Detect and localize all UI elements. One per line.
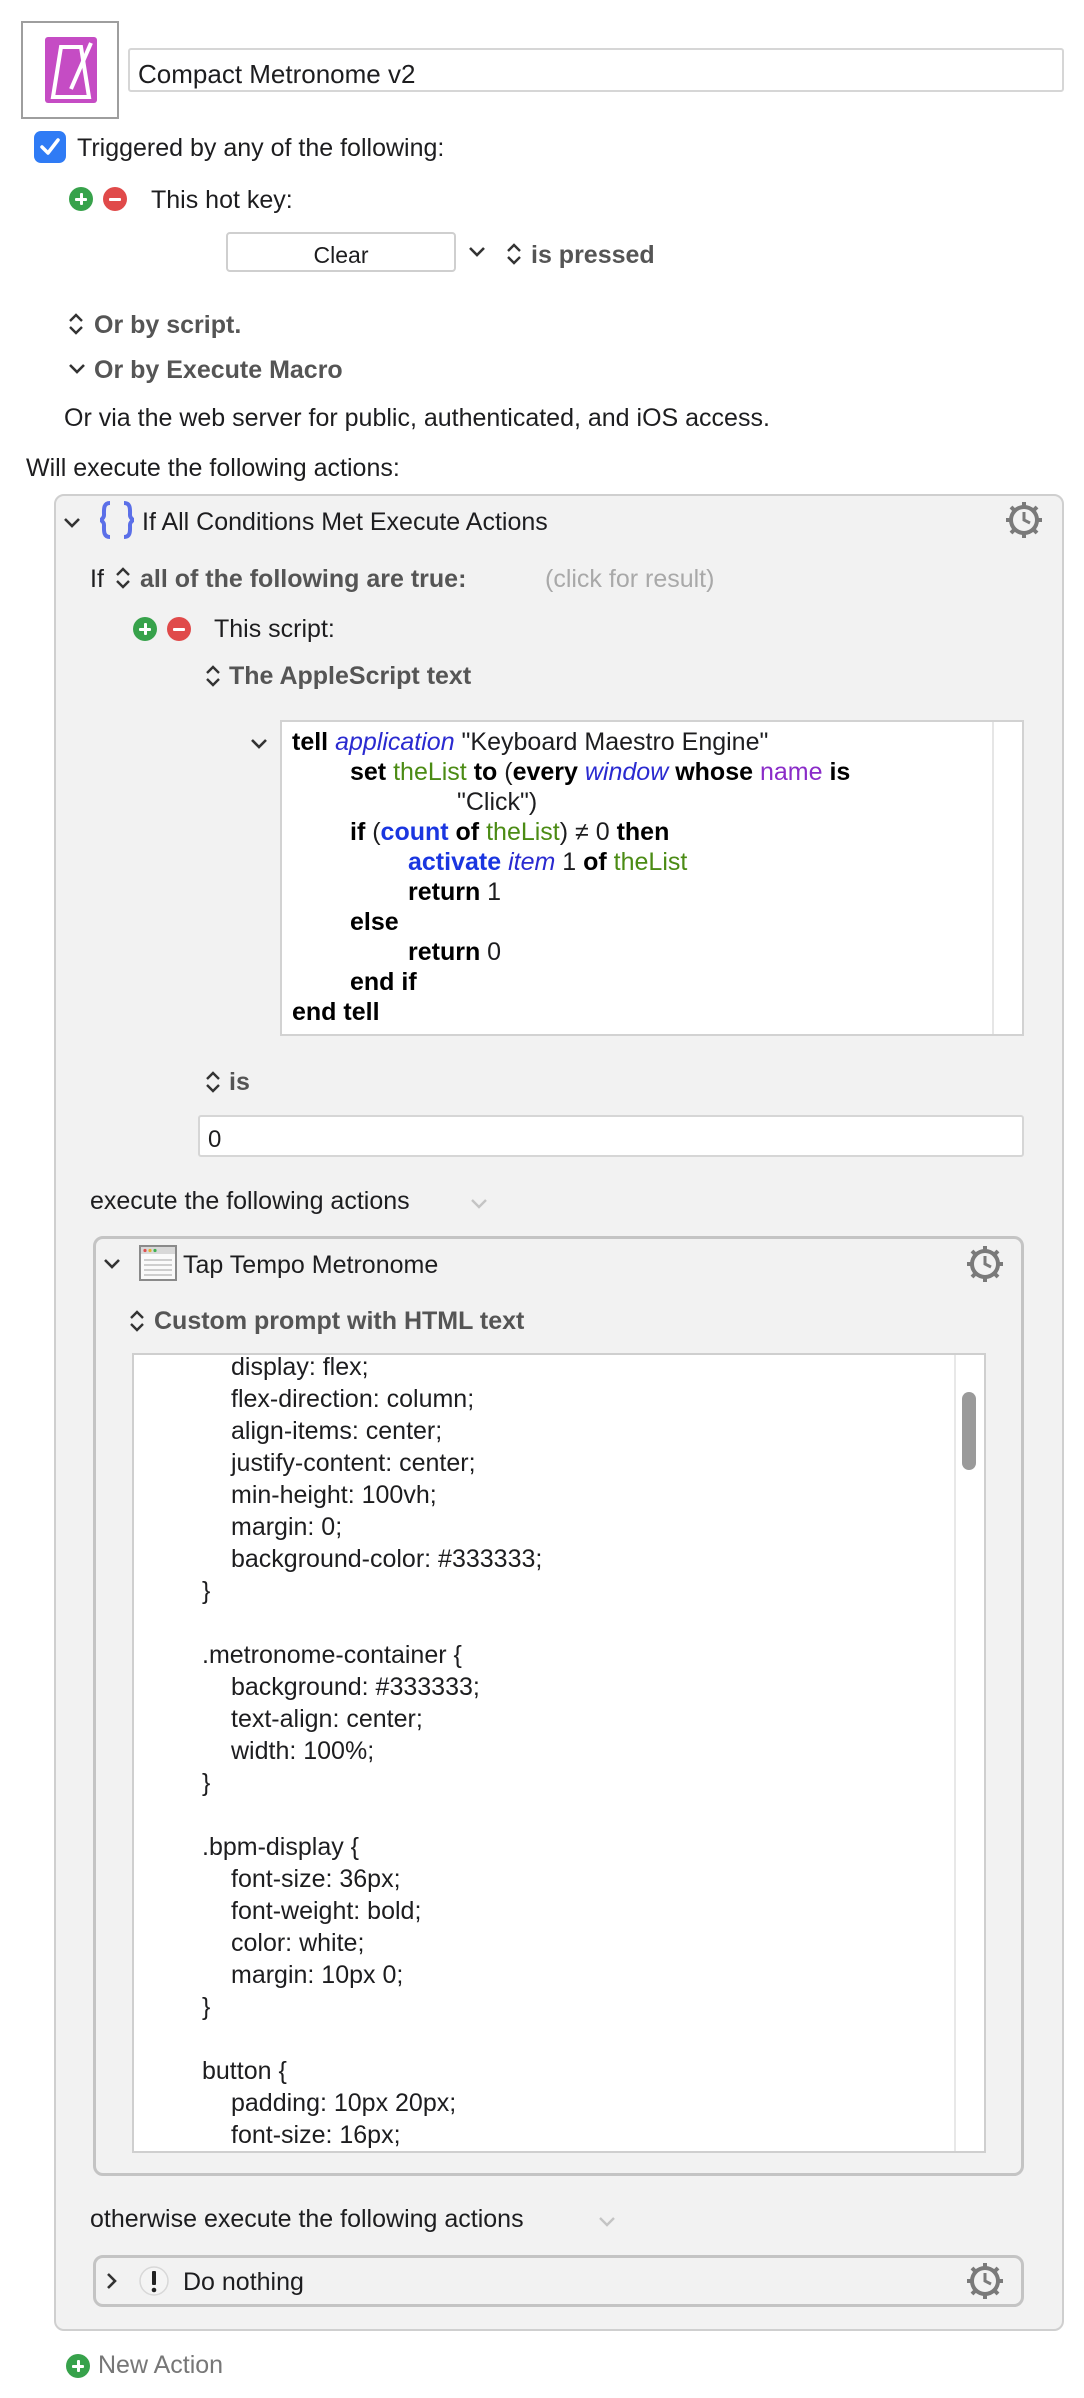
do-nothing-title: Do nothing — [183, 2268, 304, 2296]
updown-icon[interactable] — [205, 664, 221, 688]
applescript-line — [408, 880, 501, 905]
if-label: If — [90, 565, 104, 593]
prompt-action-title: Tap Tempo Metronome — [183, 1251, 439, 1279]
applescript-token: activate — [408, 848, 502, 876]
applescript-token: theList — [486, 818, 560, 846]
html-line: flex-direction: column; — [231, 1385, 475, 1413]
braces-icon — [98, 500, 136, 540]
applescript-line — [457, 790, 537, 815]
chevron-down-icon[interactable] — [68, 363, 86, 375]
applescript-token: return — [408, 878, 481, 906]
html-line: } — [202, 1769, 211, 1797]
chevron-down-icon[interactable] — [468, 246, 486, 258]
html-line: .metronome-container { — [202, 1641, 462, 1669]
or-by-script[interactable]: Or by script. — [94, 311, 242, 339]
html-line: width: 100%; — [231, 1737, 375, 1765]
applescript-token: window — [584, 758, 669, 786]
applescript-token: then — [616, 818, 670, 846]
prompt-type[interactable]: Custom prompt with HTML text — [154, 1307, 525, 1335]
updown-icon[interactable] — [115, 566, 131, 590]
html-scrollbar-track — [954, 1355, 956, 2151]
applescript-token: else — [350, 908, 399, 936]
gear-icon[interactable] — [1005, 501, 1043, 539]
applescript-token: of — [583, 848, 614, 876]
applescript-token: item — [501, 848, 556, 876]
html-line: font-size: 36px; — [231, 1865, 401, 1893]
applescript-line — [292, 730, 768, 755]
macro-name-text: Compact Metronome v2 — [138, 59, 416, 89]
applescript-token: "Click") — [457, 788, 538, 816]
applescript-token: if — [350, 818, 373, 846]
applescript-token: return — [408, 938, 481, 966]
add-condition-icon[interactable] — [133, 617, 157, 641]
chevron-down-icon[interactable] — [103, 1258, 121, 1270]
script-type[interactable]: The AppleScript text — [229, 662, 472, 690]
html-line: margin: 0; — [231, 1513, 343, 1541]
condition-mode[interactable]: all of the following are true: — [140, 565, 467, 593]
or-by-execute-macro[interactable]: Or by Execute Macro — [94, 356, 343, 384]
html-line: margin: 10px 0; — [231, 1961, 404, 1989]
applescript-line — [292, 1000, 380, 1025]
updown-icon[interactable] — [68, 312, 84, 336]
chevron-down-icon[interactable] — [598, 2216, 616, 2228]
applescript-token: name — [759, 758, 823, 786]
applescript-token: every — [512, 758, 585, 786]
then-label: execute the following actions — [90, 1187, 410, 1215]
macro-name-field[interactable] — [128, 48, 1064, 92]
applescript-token: end tell — [292, 998, 380, 1026]
updown-icon[interactable] — [205, 1070, 221, 1094]
applescript-line — [350, 970, 417, 995]
comparison-value: 0 — [208, 1126, 222, 1153]
chevron-down-icon[interactable] — [470, 1198, 488, 1210]
else-label: otherwise execute the following actions — [90, 2205, 524, 2233]
result-hint[interactable]: (click for result) — [545, 565, 715, 593]
html-line: button { — [202, 2057, 287, 2085]
hotkey-label: This hot key: — [151, 186, 293, 214]
applescript-line — [408, 940, 501, 965]
remove-trigger-icon[interactable] — [103, 187, 127, 211]
applescript-token: whose — [668, 758, 760, 786]
gear-icon[interactable] — [966, 2262, 1004, 2300]
applescript-token: is — [822, 758, 851, 786]
html-line: min-height: 100vh; — [231, 1481, 437, 1509]
applescript-token: end if — [350, 968, 417, 996]
actions-header: Will execute the following actions: — [26, 454, 400, 482]
condition-label: This script: — [214, 615, 335, 643]
comparison-value-field[interactable] — [198, 1115, 1024, 1157]
add-action-icon[interactable] — [66, 2354, 90, 2378]
applescript-token: of — [448, 818, 487, 846]
applescript-line — [350, 910, 399, 935]
html-line: font-weight: bold; — [231, 1897, 422, 1925]
html-scrollbar-thumb[interactable] — [962, 1392, 976, 1470]
if-action-title: If All Conditions Met Execute Actions — [142, 508, 548, 536]
applescript-token: ( — [504, 758, 513, 786]
applescript-token: 0 — [480, 938, 502, 966]
exclamation-icon — [138, 2265, 170, 2297]
html-line: color: white; — [231, 1929, 365, 1957]
applescript-token: ( — [372, 818, 381, 846]
html-line: text-align: center; — [231, 1705, 423, 1733]
html-line: background-color: #333333; — [231, 1545, 543, 1573]
applescript-line — [408, 850, 687, 875]
applescript-token: ) ≠ 0 — [559, 818, 617, 846]
applescript-token: theList — [393, 758, 467, 786]
html-line: font-size: 16px; — [231, 2121, 401, 2149]
applescript-token: 1 — [480, 878, 502, 906]
applescript-token: tell — [292, 728, 336, 756]
new-action-button[interactable]: New Action — [98, 2351, 224, 2379]
triggers-header: Triggered by any of the following: — [77, 134, 445, 162]
updown-icon[interactable] — [506, 242, 522, 266]
html-text-editor[interactable] — [132, 1353, 986, 2153]
remove-condition-icon[interactable] — [167, 617, 191, 641]
html-line: align-items: center; — [231, 1417, 443, 1445]
hotkey-clear-button[interactable] — [226, 232, 456, 272]
applescript-token: set — [350, 758, 394, 786]
applescript-token: count — [380, 818, 449, 846]
applescript-line — [350, 820, 669, 845]
gear-icon[interactable] — [966, 1245, 1004, 1283]
chevron-right-icon[interactable] — [106, 2272, 118, 2290]
applescript-token: "Keyboard Maestro Engine" — [454, 728, 769, 756]
updown-icon[interactable] — [129, 1309, 145, 1333]
window-icon — [138, 1243, 178, 1283]
html-line: } — [202, 1577, 211, 1605]
html-line: justify-content: center; — [231, 1449, 476, 1477]
applescript-token: 1 — [555, 848, 584, 876]
html-line: } — [202, 1993, 211, 2021]
chevron-down-icon[interactable] — [63, 517, 81, 529]
triggers-enabled-checkbox[interactable] — [34, 131, 66, 163]
add-trigger-icon[interactable] — [69, 187, 93, 211]
metronome-icon — [45, 37, 97, 103]
applescript-line — [350, 760, 850, 785]
web-server-note: Or via the web server for public, authenticated, and iOS access. — [64, 404, 770, 432]
html-line: display: flex; — [231, 1353, 369, 1381]
script-scrollbar-track — [992, 722, 994, 1034]
applescript-token: application — [335, 728, 455, 756]
chevron-down-icon[interactable] — [250, 738, 268, 750]
html-line: .bpm-display { — [202, 1833, 360, 1861]
comparison-operator[interactable]: is — [229, 1068, 250, 1096]
hotkey-condition[interactable]: is pressed — [531, 241, 655, 269]
html-line: background: #333333; — [231, 1673, 480, 1701]
applescript-token: theList — [613, 848, 688, 876]
html-line: padding: 10px 20px; — [231, 2089, 457, 2117]
hotkey-clear-label: Clear — [313, 242, 369, 268]
applescript-token: to — [466, 758, 505, 786]
macro-icon-well[interactable] — [21, 21, 119, 119]
